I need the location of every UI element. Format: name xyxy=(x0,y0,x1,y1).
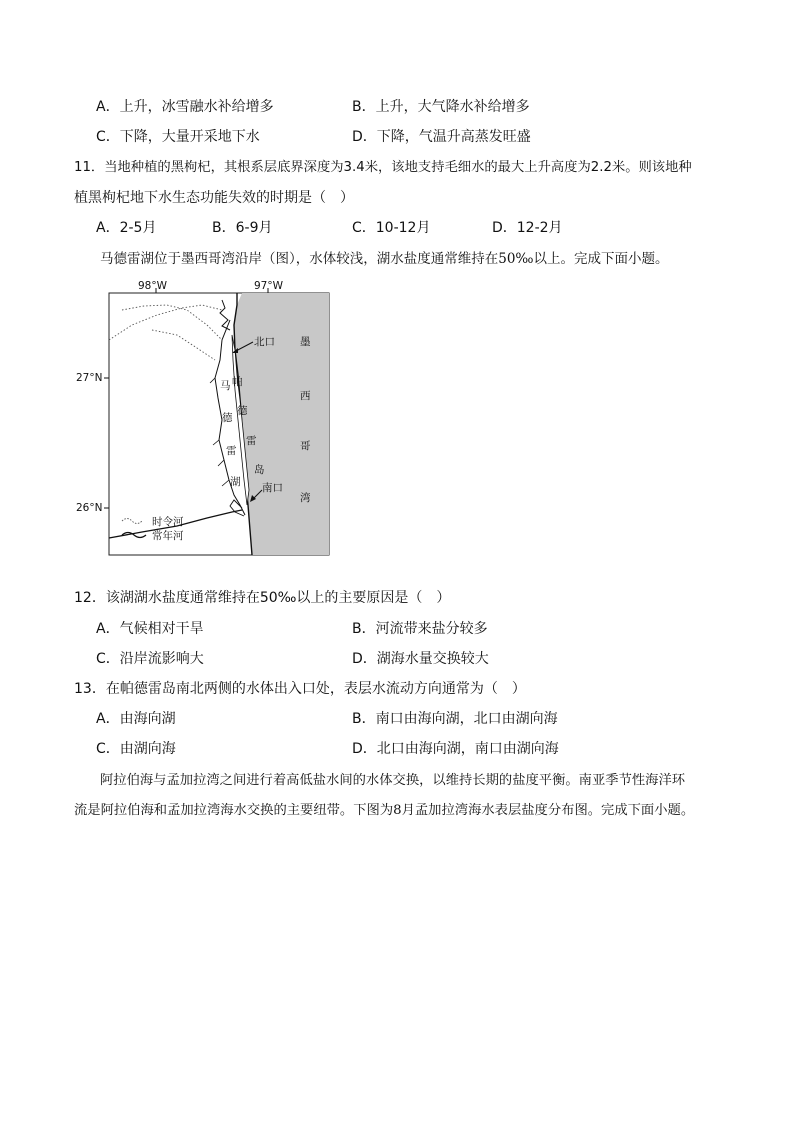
intro-arabian-line1: 阿拉伯海与孟加拉湾之间进行着高低盐水间的水体交换，以维持长期的盐度平衡。南亚季节性海洋环 xyxy=(100,773,686,788)
q10-option-a: A．上升，冰雪融水补给增多 xyxy=(96,99,274,115)
q13-option-a: A．由海向湖 xyxy=(96,711,176,727)
map-lon-97: 97°W xyxy=(254,280,283,292)
map-island-char-2: 德 xyxy=(237,405,248,417)
map-gulf-char-1: 墨 xyxy=(300,336,311,348)
q11-option-c: C．10-12月 xyxy=(352,220,431,236)
map-island-char-4: 岛 xyxy=(254,464,265,476)
q13-option-d: D．北口由海向湖，南口由湖向海 xyxy=(352,741,559,757)
q11-stem-line2: 植黑枸杞地下水生态功能失效的时期是（ ） xyxy=(74,190,354,206)
map-north-inlet: 北口 xyxy=(254,336,275,348)
intro-madre-lake: 马德雷湖位于墨西哥湾沿岸（图），水体较浅，湖水盐度通常维持在50‰以上。完成下面小题。 xyxy=(100,251,669,267)
q11-option-b: B．6-9月 xyxy=(212,220,273,236)
map-legend-seasonal: 时令河 xyxy=(152,516,184,528)
q13-option-b: B．南口由海向湖，北口由湖向海 xyxy=(352,711,558,727)
map-lat-27: 27°N xyxy=(76,372,103,384)
q12-stem: 12．该湖湖水盐度通常维持在50‰以上的主要原因是（ ） xyxy=(74,590,451,606)
map-legend-perennial: 常年河 xyxy=(152,530,184,542)
q12-option-c: C．沿岸流影响大 xyxy=(96,651,204,667)
q12-option-d: D．湖海水量交换较大 xyxy=(352,651,489,667)
map-lake-char-4: 湖 xyxy=(230,476,241,488)
map-gulf-char-4: 湾 xyxy=(300,492,311,504)
map-island-char-1: 帕 xyxy=(232,376,243,388)
q10-option-d: D．下降，气温升高蒸发旺盛 xyxy=(352,129,531,145)
q10-option-c: C．下降，大量开采地下水 xyxy=(96,129,260,145)
map-lat-26: 26°N xyxy=(76,502,103,514)
map-graphic xyxy=(82,280,342,560)
q12-option-b: B．河流带来盐分较多 xyxy=(352,621,488,637)
q13-stem: 13．在帕德雷岛南北两侧的水体出入口处，表层水流动方向通常为（ ） xyxy=(74,681,526,697)
map-lon-98: 98°W xyxy=(138,280,167,292)
map-south-inlet: 南口 xyxy=(262,482,283,494)
map-gulf-char-3: 哥 xyxy=(300,440,311,452)
q11-stem-line1: 11．当地种植的黑枸杞，其根系层底界深度为3.4米，该地支持毛细水的最大上升高度为2.2米。则该地种 xyxy=(74,160,692,175)
map-gulf-char-2: 西 xyxy=(300,390,311,402)
map-lake-char-1: 马 xyxy=(220,380,231,392)
map-lake-char-3: 雷 xyxy=(226,445,237,457)
q13-option-c: C．由湖向海 xyxy=(96,741,176,757)
q11-option-d: D．12-2月 xyxy=(492,220,563,236)
q11-option-a: A．2-5月 xyxy=(96,220,157,236)
madre-lake-map xyxy=(76,280,342,560)
q10-option-b: B．上升，大气降水补给增多 xyxy=(352,99,530,115)
q12-option-a: A．气候相对干旱 xyxy=(96,621,204,637)
map-island-char-3: 雷 xyxy=(246,435,257,447)
map-lake-char-2: 德 xyxy=(222,412,233,424)
intro-arabian-line2: 流是阿拉伯海和孟加拉湾海水交换的主要纽带。下图为8月孟加拉湾海水表层盐度分布图。完成下面小题。 xyxy=(74,803,695,818)
